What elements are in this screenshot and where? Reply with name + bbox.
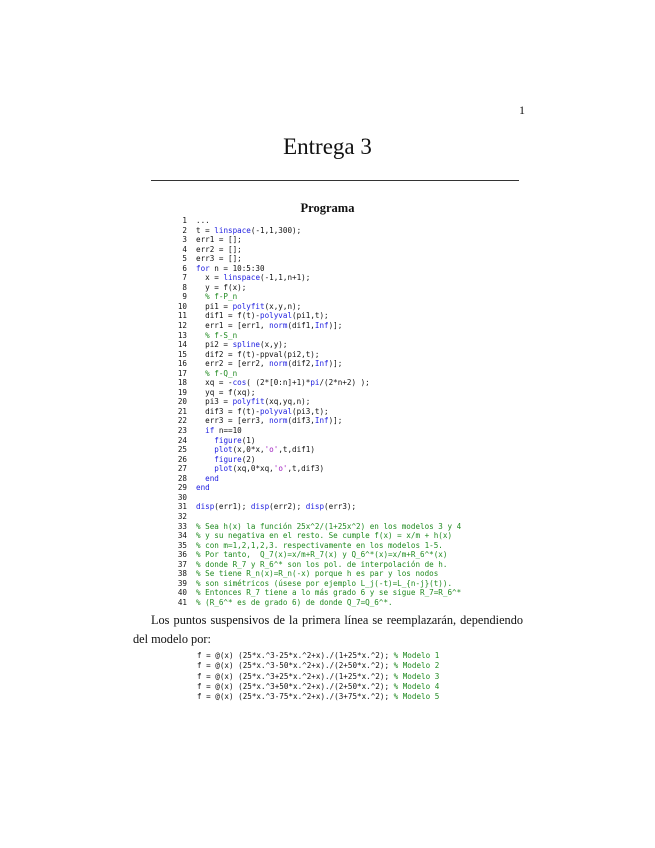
code-line [160, 273, 461, 283]
line-number: 4 [182, 244, 187, 254]
line-number: 7 [182, 273, 187, 283]
code-text: /(2*n+2) ); [319, 378, 370, 388]
code-keyword: Inf [314, 321, 329, 331]
code-text [196, 436, 214, 445]
code-keyword: spline [232, 340, 261, 350]
code-text: (pi1,t); [292, 311, 329, 321]
code-text: pi1 = [196, 301, 233, 311]
code-line [160, 407, 461, 417]
code-line [160, 426, 461, 436]
code-comment: % Modelo 2 [393, 661, 440, 671]
code-keyword: linspace [223, 273, 261, 283]
code-text [196, 464, 214, 473]
code-comment: % f-S_n [196, 330, 238, 340]
code-text: x = [196, 273, 224, 283]
code-text: ( (2*[0:n]+1)* [246, 378, 311, 388]
line-number: 30 [177, 492, 187, 502]
model-line [197, 692, 439, 702]
code-text: (-1,1,300); [250, 225, 302, 235]
code-text: (x,0*x, [232, 445, 265, 455]
code-text: dif1 = f(t)- [196, 311, 261, 321]
line-number: 14 [177, 340, 187, 350]
line-number: 19 [177, 387, 187, 397]
line-number: 37 [177, 559, 187, 569]
code-keyword: cos [232, 378, 247, 388]
line-number: 8 [182, 282, 187, 292]
code-line [160, 331, 461, 341]
code-keyword: polyval [260, 311, 293, 321]
code-line [160, 522, 461, 532]
line-number: 40 [177, 588, 187, 598]
code-text: f = @(x) (25*x.^3-50*x.^2+x)./(2+50*x.^2); [197, 661, 394, 671]
code-text [196, 455, 214, 464]
code-text: ... [196, 216, 210, 225]
code-text: (xq,yq,n); [264, 397, 311, 407]
code-line [160, 560, 461, 570]
code-line [160, 550, 461, 560]
code-text: (dif3, [287, 416, 315, 426]
code-line [160, 493, 461, 503]
code-line [160, 455, 461, 465]
code-text: pi3 = [196, 397, 233, 407]
code-text [196, 445, 214, 454]
line-number: 22 [177, 416, 187, 426]
code-comment: % Modelo 5 [393, 692, 440, 702]
line-number: 32 [177, 511, 187, 521]
line-number: 28 [177, 473, 187, 483]
code-string: 'o' [273, 464, 288, 474]
code-comment: % Se tiene R_n(x)=R_n(-x) porque h es par y los nodos [196, 569, 439, 579]
line-number: 9 [182, 292, 187, 302]
line-number: 5 [182, 254, 187, 264]
code-text: (err1); [214, 502, 251, 512]
line-number: 33 [177, 521, 187, 531]
code-keyword: pi [310, 378, 320, 388]
code-text: )]; [328, 359, 343, 369]
line-number: 21 [177, 406, 187, 416]
code-listing [160, 216, 461, 607]
code-comment: % con m=1,2,1,2,3. respectivamente en los modelos 1-5. [196, 540, 443, 550]
code-text: err3 = [err3, [196, 416, 270, 426]
code-text: (dif1, [287, 321, 315, 331]
line-number: 29 [177, 483, 187, 493]
code-text: (2) [241, 454, 256, 464]
line-number: 17 [177, 368, 187, 378]
code-keyword: disp [250, 502, 270, 512]
code-line [160, 445, 461, 455]
code-keyword: norm [269, 359, 288, 369]
code-text: dif2 = f(t)-ppval(pi2,t); [196, 349, 320, 359]
code-text: pi2 = [196, 340, 233, 350]
code-keyword: figure [214, 435, 242, 445]
code-text: y = f(x); [196, 282, 247, 292]
code-comment: % Modelo 4 [393, 681, 440, 691]
code-line [160, 369, 461, 379]
code-keyword: Inf [314, 416, 329, 426]
code-line [160, 397, 461, 407]
line-number: 3 [182, 235, 187, 245]
code-line [160, 588, 461, 598]
code-text [196, 474, 205, 483]
code-line [160, 245, 461, 255]
code-comment: % (R_6^* es de grado 6) de donde Q_7=Q_6^*. [196, 597, 393, 607]
code-line [160, 436, 461, 446]
line-number: 35 [177, 540, 187, 550]
line-number: 31 [177, 502, 187, 512]
code-line [160, 311, 461, 321]
code-line [160, 359, 461, 369]
code-keyword: end [196, 483, 210, 493]
code-comment: % y su negativa en el resto. Se cumple f(x) = x/m + h(x) [196, 531, 453, 541]
line-number: 38 [177, 569, 187, 579]
code-line [160, 283, 461, 293]
code-keyword: end [205, 473, 219, 483]
line-number: 10 [177, 301, 187, 311]
code-text: n==10 [214, 426, 242, 436]
line-number: 12 [177, 321, 187, 331]
line-number: 27 [177, 464, 187, 474]
code-text: (1) [241, 435, 256, 445]
code-line [160, 579, 461, 589]
code-text: err3 = []; [196, 254, 242, 264]
code-text: (err3); [324, 502, 357, 512]
code-line [160, 235, 461, 245]
code-text: (-1,1,n+1); [260, 273, 311, 283]
line-number: 24 [177, 435, 187, 445]
code-comment: % donde R_7 y R_6^* son los pol. de interpolación de h. [196, 559, 448, 569]
code-comment: % f-Q_n [196, 368, 238, 378]
code-line [160, 302, 461, 312]
code-text: (x,y,n); [264, 301, 302, 311]
code-line [160, 254, 461, 264]
code-line [160, 378, 461, 388]
code-text: t = [196, 225, 215, 235]
code-line [160, 474, 461, 484]
code-keyword: disp [305, 502, 325, 512]
code-keyword: polyfit [232, 397, 265, 407]
line-number: 16 [177, 359, 187, 369]
code-keyword: linspace [214, 225, 251, 235]
code-text: (dif2, [287, 359, 315, 369]
page-number: 1 [519, 103, 525, 117]
code-keyword: plot [214, 464, 233, 474]
code-line [160, 531, 461, 541]
line-number: 15 [177, 349, 187, 359]
code-comment: % Por tanto, Q_7(x)=x/m+R_7(x) y Q_6^*(x)=x/m+R_6^*(x) [196, 550, 448, 560]
model-listing [197, 651, 439, 702]
code-keyword: if [205, 426, 215, 436]
model-line [197, 682, 439, 692]
line-number: 39 [177, 578, 187, 588]
code-line [160, 350, 461, 360]
code-text: (pi3,t); [292, 406, 329, 416]
code-comment: % Sea h(x) la función 25x^2/(1+25x^2) en los modelos 3 y 4 [196, 521, 462, 531]
code-text: f = @(x) (25*x.^3+50*x.^2+x)./(2+50*x.^2); [197, 681, 394, 691]
code-line [160, 464, 461, 474]
code-line [160, 226, 461, 236]
code-comment: % f-P_n [196, 292, 238, 302]
code-keyword: norm [269, 321, 288, 331]
code-line [160, 416, 461, 426]
code-text: (err2); [269, 502, 306, 512]
code-text: dif3 = f(t)- [196, 406, 261, 416]
code-line [160, 340, 461, 350]
code-line [160, 598, 461, 608]
code-line [160, 388, 461, 398]
code-line [160, 321, 461, 331]
code-keyword: Inf [314, 359, 329, 369]
code-text: err2 = []; [196, 244, 242, 254]
code-line [160, 541, 461, 551]
code-text: ,t,dif1) [278, 445, 315, 455]
code-text: n = 10:5:30 [209, 263, 265, 273]
line-number: 6 [182, 263, 187, 273]
line-number: 41 [177, 597, 187, 607]
line-number: 2 [182, 225, 187, 235]
code-text: err1 = [err1, [196, 321, 270, 331]
code-line [160, 483, 461, 493]
code-text: yq = f(xq); [196, 387, 256, 397]
line-number: 1 [182, 216, 187, 225]
code-keyword: polyval [260, 406, 293, 416]
code-text: f = @(x) (25*x.^3+25*x.^2+x)./(1+25*x.^2); [197, 671, 394, 681]
code-text: f = @(x) (25*x.^3-75*x.^2+x)./(3+75*x.^2); [197, 692, 394, 702]
model-line [197, 672, 439, 682]
code-line [160, 292, 461, 302]
code-comment: % Entonces R_7 tiene a lo más grado 6 y se sigue R_7=R_6^* [196, 588, 462, 598]
code-text: )]; [328, 321, 343, 331]
code-comment: % Modelo 3 [393, 671, 440, 681]
code-keyword: for [196, 263, 210, 273]
section-heading: Programa [300, 201, 355, 215]
code-text: ,t,dif3) [287, 464, 325, 474]
code-text [196, 426, 205, 435]
line-number: 26 [177, 454, 187, 464]
code-text: )]; [328, 416, 343, 426]
code-comment: % Modelo 1 [393, 651, 440, 660]
code-text: err2 = [err2, [196, 359, 270, 369]
code-text: err1 = []; [196, 235, 242, 245]
model-line [197, 651, 439, 661]
code-text: (xq,0*xq, [232, 464, 274, 474]
code-keyword: figure [214, 454, 242, 464]
code-comment: % son simétricos (úsese por ejemplo L_j(-t)=L_{n-j}(t)). [196, 578, 453, 588]
code-text: (x,y); [260, 340, 288, 350]
line-number: 13 [177, 330, 187, 340]
code-keyword: plot [214, 445, 233, 455]
line-number: 25 [177, 445, 187, 455]
line-number: 23 [177, 426, 187, 436]
line-number: 34 [177, 531, 187, 541]
code-text: f = @(x) (25*x.^3-25*x.^2+x)./(1+25*x.^2); [197, 651, 394, 660]
code-keyword: norm [269, 416, 288, 426]
code-line [160, 512, 461, 522]
code-keyword: polyfit [232, 301, 265, 311]
model-line [197, 661, 439, 671]
document-title: Entrega 3 [283, 134, 372, 159]
code-line [160, 569, 461, 579]
code-line [160, 216, 461, 226]
code-line [160, 264, 461, 274]
line-number: 11 [177, 311, 187, 321]
body-paragraph: Los puntos suspensivos de la primera línea se reemplazarán, dependiendo del modelo por: [133, 613, 523, 646]
code-line [160, 502, 461, 512]
code-text: xq = - [196, 378, 233, 388]
title-rule [151, 180, 519, 181]
code-keyword: disp [196, 502, 215, 512]
code-string: 'o' [264, 445, 279, 455]
line-number: 18 [177, 378, 187, 388]
line-number: 20 [177, 397, 187, 407]
line-number: 36 [177, 550, 187, 560]
